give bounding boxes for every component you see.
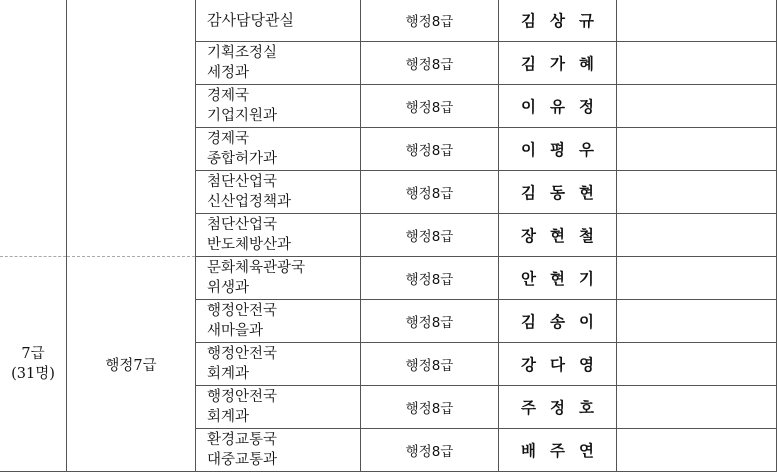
dept-line: 감사담당관실	[207, 11, 294, 29]
grade-cell: 행정8급	[361, 0, 499, 42]
name-cell: 장현철	[499, 214, 617, 257]
grade-cell: 행정8급	[361, 300, 499, 343]
dept-cell	[196, 42, 361, 85]
dept-line: 문화체육관광국	[207, 260, 306, 276]
grade-cell: 행정8급	[361, 214, 499, 257]
dept-line: 반도체방산과	[207, 237, 292, 253]
blank-cell	[617, 171, 777, 214]
name-cell: 배주연	[499, 429, 617, 472]
blank-cell	[617, 300, 777, 343]
dept-cell	[196, 171, 361, 214]
dept-line: 종합허가과	[207, 151, 278, 167]
dept-cell	[196, 128, 361, 171]
name-cell: 김상규	[499, 0, 617, 42]
dept-cell	[196, 214, 361, 257]
blank-cell	[617, 42, 777, 85]
dept-line: 환경교통국	[207, 432, 278, 448]
grade-cell: 행정8급	[361, 85, 499, 128]
grade-cell: 행정8급	[361, 343, 499, 386]
blank-cell	[617, 0, 777, 42]
table-row	[0, 0, 777, 42]
blank-cell	[617, 429, 777, 472]
dept-line: 세정과	[207, 65, 250, 81]
dept-line: 기획조정실	[207, 45, 278, 61]
name-cell: 안현기	[499, 257, 617, 300]
blank-cell	[617, 386, 777, 429]
series-cell-top	[67, 0, 196, 257]
name-cell: 김동현	[499, 171, 617, 214]
dept-line: 행정안전국	[207, 346, 278, 362]
rank-count: (31명)	[11, 366, 55, 382]
dept-line: 경제국	[207, 131, 250, 147]
dept-line: 행정안전국	[207, 389, 278, 405]
dept-line: 위생과	[207, 280, 250, 296]
series-cell: 행정7급	[67, 257, 196, 472]
grade-cell: 행정8급	[361, 171, 499, 214]
table-row	[0, 257, 777, 300]
name-cell: 이유정	[499, 85, 617, 128]
name-cell: 김가혜	[499, 42, 617, 85]
name-cell: 이평우	[499, 128, 617, 171]
grade-cell: 행정8급	[361, 386, 499, 429]
dept-cell	[196, 85, 361, 128]
rank-cell-top	[0, 0, 67, 257]
blank-cell	[617, 257, 777, 300]
dept-line: 경제국	[207, 88, 250, 104]
name-cell: 주정호	[499, 386, 617, 429]
dept-cell	[196, 0, 361, 42]
grade-cell: 행정8급	[361, 42, 499, 85]
dept-line: 첨단산업국	[207, 174, 278, 190]
dept-line: 새마을과	[207, 323, 264, 339]
grade-cell: 행정8급	[361, 429, 499, 472]
blank-cell	[617, 85, 777, 128]
grade-cell: 행정8급	[361, 257, 499, 300]
dept-line: 첨단산업국	[207, 217, 278, 233]
dept-cell	[196, 343, 361, 386]
dept-line: 신산업정책과	[207, 194, 292, 210]
dept-cell	[196, 300, 361, 343]
blank-cell	[617, 128, 777, 171]
dept-cell	[196, 257, 361, 300]
dept-line: 대중교통과	[207, 452, 278, 468]
name-cell: 김송이	[499, 300, 617, 343]
grade-cell: 행정8급	[361, 128, 499, 171]
rank-cell	[0, 257, 67, 472]
dept-line: 기업지원과	[207, 108, 278, 124]
blank-cell	[617, 214, 777, 257]
dept-cell	[196, 386, 361, 429]
name-cell: 강다영	[499, 343, 617, 386]
rank-label: 7급	[21, 346, 45, 362]
blank-cell	[617, 343, 777, 386]
dept-line: 회계과	[207, 409, 250, 425]
dept-line: 행정안전국	[207, 303, 278, 319]
dept-line: 회계과	[207, 366, 250, 382]
dept-cell	[196, 429, 361, 472]
